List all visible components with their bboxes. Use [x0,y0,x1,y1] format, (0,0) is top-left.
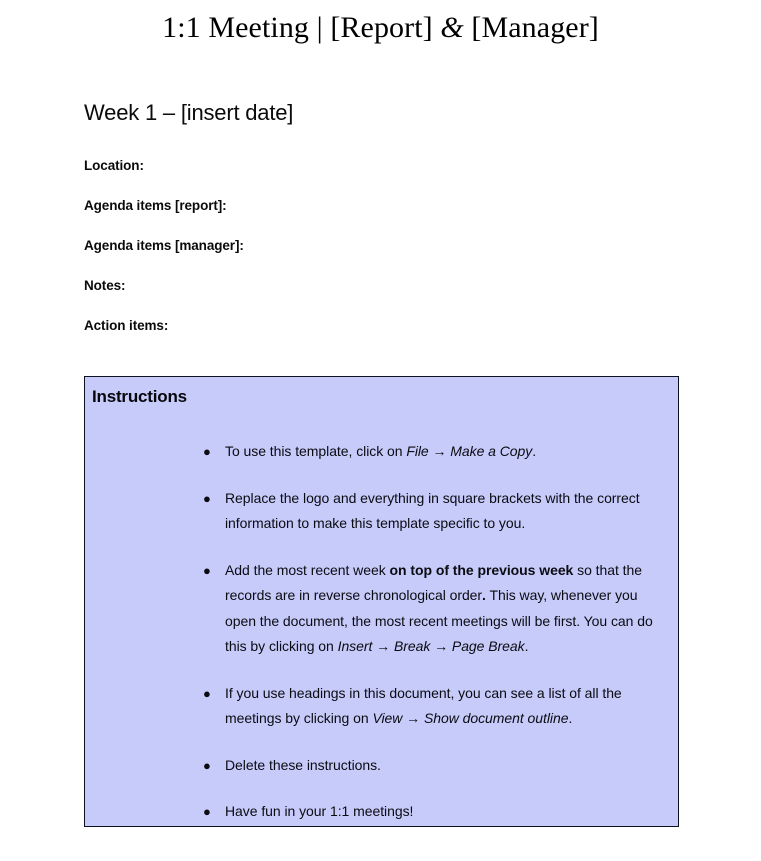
bullet-icon: ● [203,490,211,506]
field-label-agenda-report: Agenda items [report]: [84,198,227,213]
list-item [85,439,679,465]
field-label-action-items: Action items: [84,318,169,333]
list-item-text: To use this template, click on File → Make a Copy. [225,443,537,459]
bullet-icon: ● [203,562,211,578]
list-item-text: Have fun in your 1:1 meetings! [225,803,414,819]
bullet-icon: ● [203,804,211,819]
list-item-text: If you use headings in this document, you can see a list of all the meetings by clicking on View → Show document outline. [225,684,622,726]
list-item-text: Delete these instructions. [225,756,381,773]
week-heading: Week 1 – [insert date] [84,100,294,125]
bullet-icon: ● [203,757,211,773]
page-title-lead: 1:1 Meeting | [Report] [162,11,441,44]
list-item [85,558,679,660]
instructions-callout-box [84,376,679,827]
bullet-icon: ● [203,444,211,459]
field-label-agenda-manager: Agenda items [manager]: [84,238,244,253]
list-item-text: Replace the logo and everything in square brackets with the correct information to make this template specific to you. [225,489,640,531]
bullet-icon: ● [203,685,211,701]
page-title [0,11,761,45]
list-item [85,799,679,825]
list-item [85,486,679,537]
list-item [85,681,679,732]
page-title-ampersand: & [440,11,464,44]
field-label-notes: Notes: [84,278,126,293]
list-item [85,753,679,779]
meeting-fields [84,158,684,334]
field-label-location: Location: [84,158,144,173]
list-item-text: Add the most recent week on top of the previous week so that the records are in reverse chronological order. This way, whenever you open the document, the most recent meetings will be first. You can do this by clicking on Insert → Break → Page Break. [225,561,653,654]
instructions-list [85,439,679,825]
instructions-heading: Instructions [92,387,187,406]
page-title-trail: [Manager] [463,11,599,44]
